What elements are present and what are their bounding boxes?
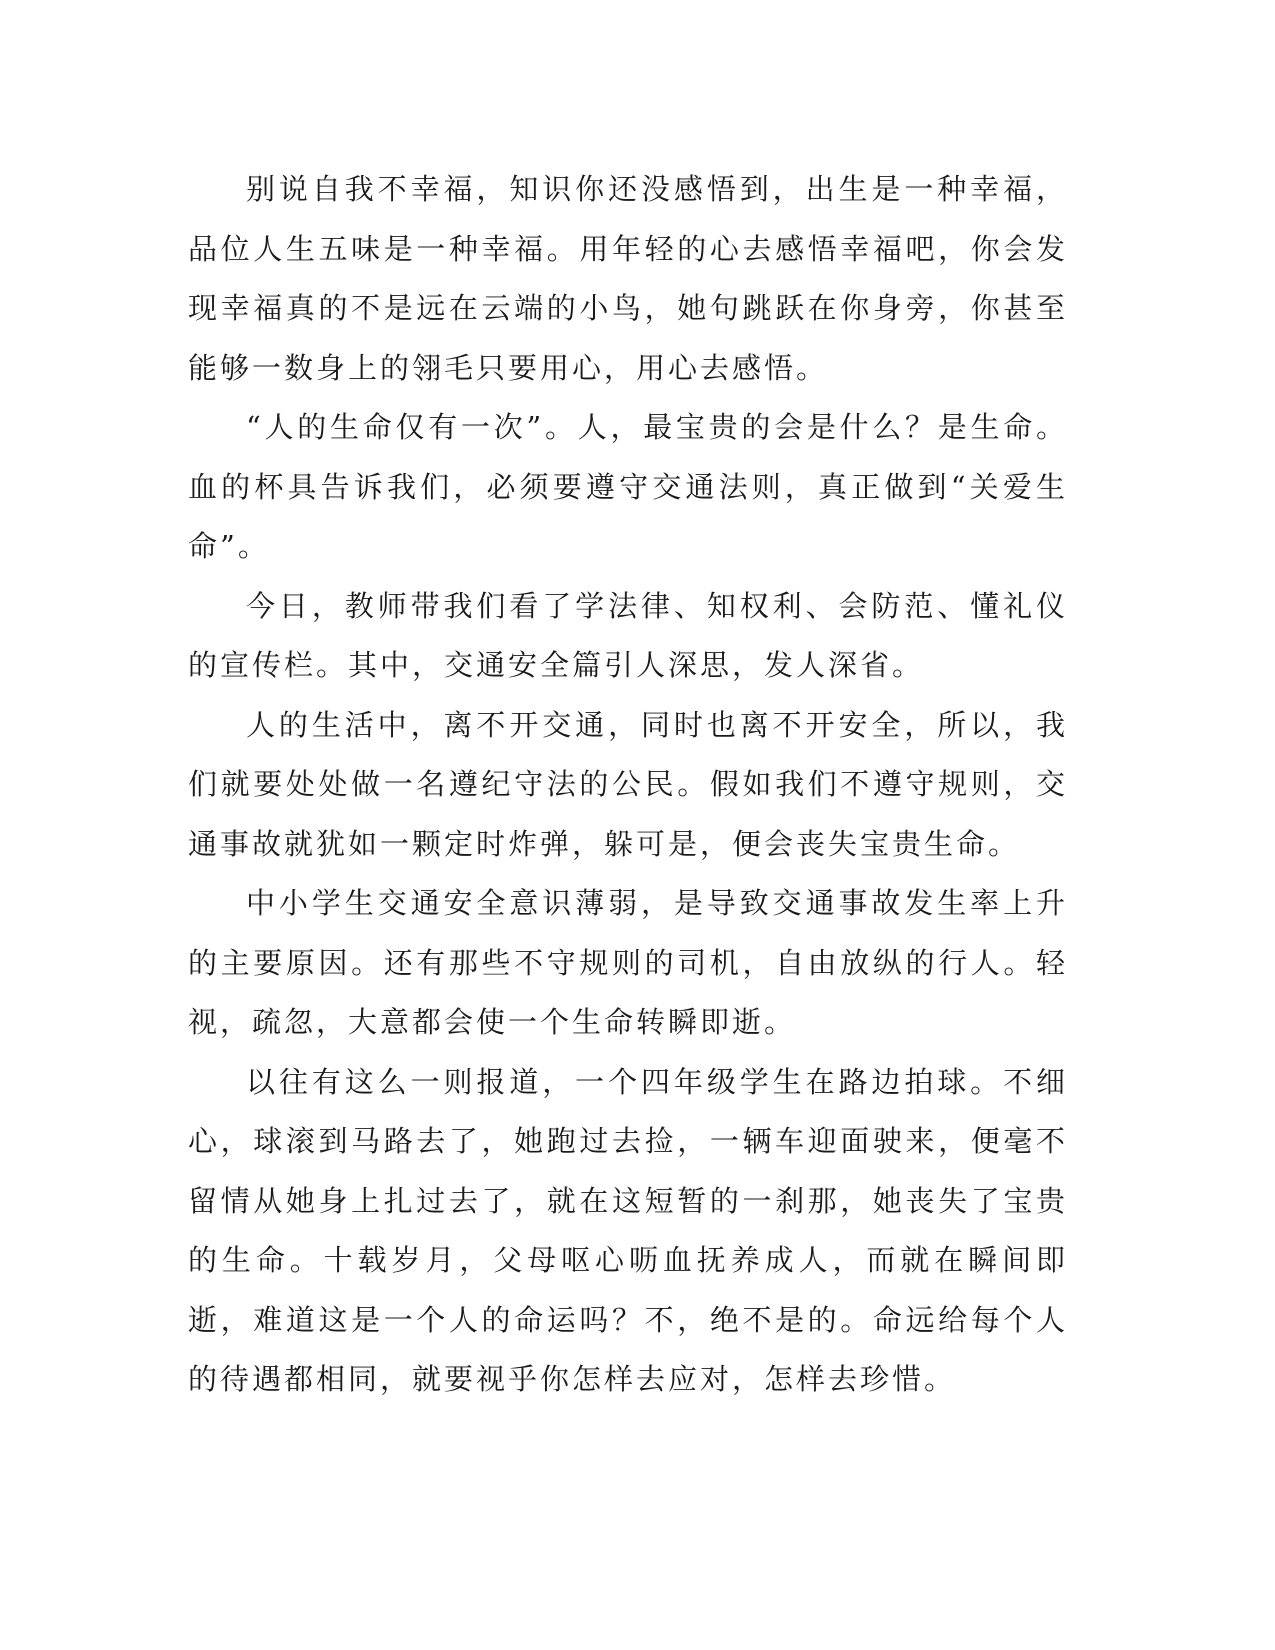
paragraph-traffic-safety: 人的生活中，离不开交通，同时也离不开安全，所以，我们就要处处做一名遵纪守法的公民。假如我们不遵守规则，交通事故就犹如一颗定时炸弹，躲可是，便会丧失宝贵生命。 xyxy=(188,707,1068,861)
paragraph-life-once: “人的生命仅有一次”。人，最宝贵的会是什么？是生命。血的杯具告诉我们，必须要遵守交通法则，真正做到“关爱生命”。 xyxy=(188,410,1068,563)
paragraph-bulletin: 今日，教师带我们看了学法律、知权利、会防范、懂礼仪的宣传栏。其中，交通安全篇引人深思，发人深省。 xyxy=(188,588,1068,682)
paragraph-students-awareness: 中小学生交通安全意识薄弱，是导致交通事故发生率上升的主要原因。还有那些不守规则的司机，自由放纵的行人。轻视，疏忽，大意都会使一个生命转瞬即逝。 xyxy=(188,886,1068,1039)
paragraph-happiness: 别说自我不幸福，知识你还没感悟到，出生是一种幸福，品位人生五味是一种幸福。用年轻的心去感悟幸福吧，你会发现幸福真的不是远在云端的小鸟，她句跳跃在你身旁，你甚至能够一数身上的翎毛只要用心，用心去感悟。 xyxy=(188,172,1068,385)
document-body xyxy=(188,160,1068,1410)
paragraph-news-report: 以往有这么一则报道，一个四年级学生在路边拍球。不细心，球滚到马路去了，她跑过去捡，一辆车迎面驶来，便毫不留情从她身上扎过去了，就在这短暂的一刹那，她丧失了宝贵的生命。十载岁月，父母呕心呖血抚养成人，而就在瞬间即逝，难道这是一个人的命运吗？不，绝不是的。命远给每个人的待遇都相同，就要视乎你怎样去应对，怎样去珍惜。 xyxy=(188,1064,1068,1396)
